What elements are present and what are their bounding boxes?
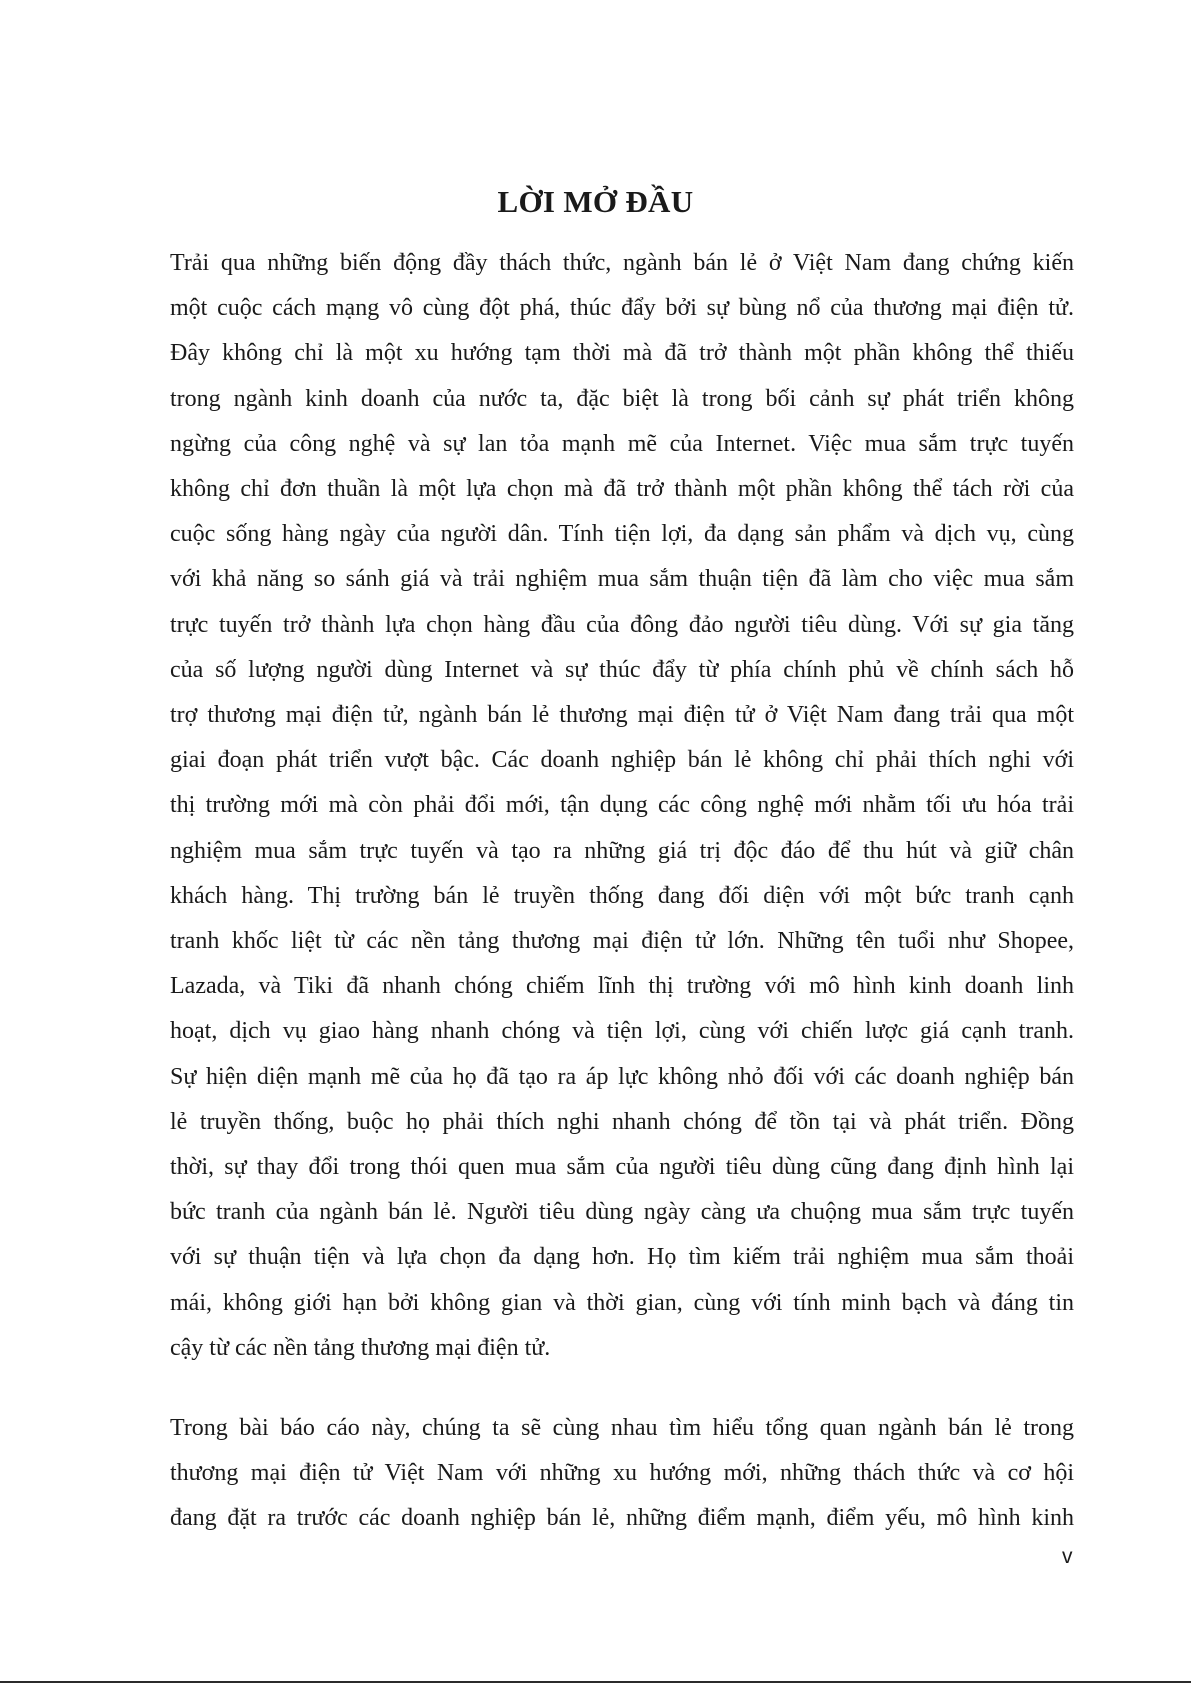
text-line: cậy từ các nền tảng thương mại điện tử. — [170, 1334, 551, 1361]
text-line: Trải qua những biến động đầy thách thức, ngành bán lẻ ở Việt Nam đang chứng kiến — [170, 250, 1074, 276]
text-line: thời, sự thay đổi trong thói quen mua sắm của người tiêu dùng cũng đang định hình lại — [170, 1154, 1074, 1181]
text-line: ngừng của công nghệ và sự lan tỏa mạnh mẽ của Internet. Việc mua sắm trực tuyến — [170, 430, 1074, 457]
text-line: Lazada, và Tiki đã nhanh chóng chiếm lĩnh thị trường với mô hình kinh doanh linh — [170, 973, 1074, 1000]
text-line: giai đoạn phát triển vượt bậc. Các doanh nghiệp bán lẻ không chỉ phải thích nghi với — [170, 747, 1074, 774]
text-line: thị trường mới mà còn phải đổi mới, tận dụng các công nghệ mới nhằm tối ưu hóa trải — [170, 792, 1074, 819]
text-line: cuộc sống hàng ngày của người dân. Tính tiện lợi, đa dạng sản phẩm và dịch vụ, cùng — [170, 521, 1074, 548]
text-line: trực tuyến trở thành lựa chọn hàng đầu của đông đảo người tiêu dùng. Với sự gia tăng — [170, 611, 1074, 638]
text-line: Đây không chỉ là một xu hướng tạm thời mà đã trở thành một phần không thể thiếu — [170, 340, 1074, 367]
page-title: LỜI MỞ ĐẦU — [497, 184, 694, 219]
text-line: trợ thương mại điện tử, ngành bán lẻ thương mại điện tử ở Việt Nam đang trải qua một — [170, 702, 1074, 729]
intro-paragraph-2 — [170, 1406, 1074, 1542]
text-line: với khả năng so sánh giá và trải nghiệm mua sắm thuận tiện đã làm cho việc mua sắm — [170, 566, 1074, 593]
text-line: trong ngành kinh doanh của nước ta, đặc biệt là trong bối cảnh sự phát triển không — [170, 385, 1074, 412]
text-line: Sự hiện diện mạnh mẽ của họ đã tạo ra áp lực không nhỏ đối với các doanh nghiệp bán — [170, 1063, 1074, 1090]
text-line: bức tranh của ngành bán lẻ. Người tiêu dùng ngày càng ưa chuộng mua sắm trực tuyến — [170, 1199, 1074, 1226]
text-line: của số lượng người dùng Internet và sự thúc đẩy từ phía chính phủ về chính sách hỗ — [170, 656, 1074, 683]
text-line: hoạt, dịch vụ giao hàng nhanh chóng và tiện lợi, cùng với chiến lược giá cạnh tranh. — [170, 1018, 1074, 1045]
intro-paragraph-1 — [170, 241, 1074, 1371]
bottom-divider — [0, 1681, 1191, 1683]
text-line: nghiệm mua sắm trực tuyến và tạo ra những giá trị độc đáo để thu hút và giữ chân — [170, 837, 1074, 864]
text-line: thương mại điện tử Việt Nam với những xu hướng mới, những thách thức và cơ hội — [170, 1460, 1074, 1487]
text-line: đang đặt ra trước các doanh nghiệp bán lẻ, những điểm mạnh, điểm yếu, mô hình kinh — [170, 1505, 1074, 1532]
text-line: lẻ truyền thống, buộc họ phải thích nghi nhanh chóng để tồn tại và phát triển. Đồng — [170, 1108, 1074, 1135]
text-line: không chỉ đơn thuần là một lựa chọn mà đã trở thành một phần không thể tách rời của — [170, 476, 1074, 503]
text-line: khách hàng. Thị trường bán lẻ truyền thống đang đối diện với một bức tranh cạnh — [170, 882, 1074, 909]
text-line: mái, không giới hạn bởi không gian và thời gian, cùng với tính minh bạch và đáng tin — [170, 1289, 1074, 1316]
text-line: một cuộc cách mạng vô cùng đột phá, thúc đẩy bởi sự bùng nổ của thương mại điện tử. — [170, 295, 1074, 322]
text-line: tranh khốc liệt từ các nền tảng thương mại điện tử lớn. Những tên tuổi như Shopee, — [170, 928, 1074, 955]
page-number: v — [1062, 1545, 1073, 1568]
text-line: Trong bài báo cáo này, chúng ta sẽ cùng nhau tìm hiểu tổng quan ngành bán lẻ trong — [170, 1415, 1074, 1441]
text-line: với sự thuận tiện và lựa chọn đa dạng hơn. Họ tìm kiếm trải nghiệm mua sắm thoải — [170, 1244, 1074, 1271]
